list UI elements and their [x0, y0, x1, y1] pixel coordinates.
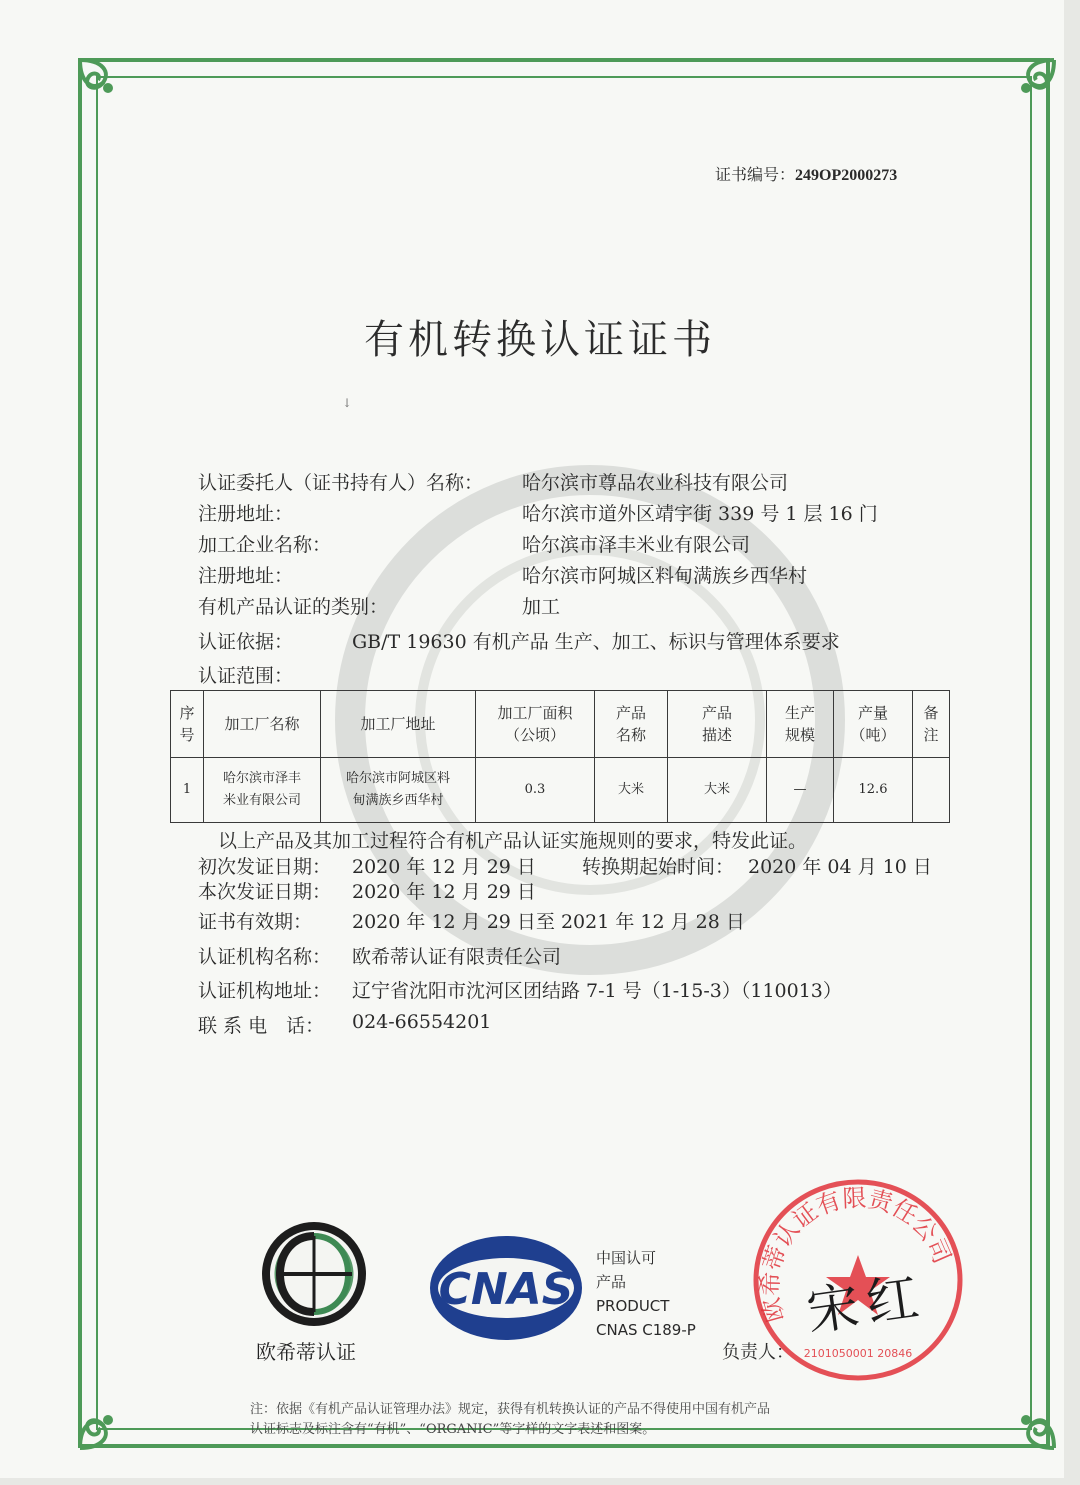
cell-no: 1: [171, 758, 204, 823]
header-factory-name: 加工厂名称: [204, 691, 321, 758]
cnas-logo-icon: [426, 1232, 586, 1344]
cnas-description: 中国认可 产品 PRODUCT CNAS C189-P: [596, 1249, 696, 1339]
corner-ornament-bottom-left: [72, 1386, 142, 1456]
header-output: 产量 （吨）: [834, 691, 913, 758]
cell-product: 大米: [595, 758, 668, 823]
cnas-mark-text: CNAS: [438, 1264, 574, 1315]
statement: 以上产品及其加工过程符合有机产品认证实施规则的要求，特发此证。: [218, 830, 808, 852]
header-factory-address: 加工厂地址: [321, 691, 476, 758]
certificate-number: 证书编号：249OP2000273: [715, 165, 898, 184]
header-area: 加工厂面积 （公顷）: [476, 691, 595, 758]
corner-ornament-bottom-right: [992, 1386, 1062, 1456]
footnote-line-2: 认证标志及标注含有“有机”、“ORGANIC”等字样的文字表述和图案。: [250, 1422, 656, 1437]
header-product-name: 产品 名称: [595, 691, 668, 758]
table-header-row: [171, 691, 950, 758]
header-no: 序 号: [171, 691, 204, 758]
ocia-logo-icon: [258, 1218, 370, 1330]
cell-description: 大米: [668, 758, 767, 823]
header-scale: 生产 规模: [767, 691, 834, 758]
header-remark: 备 注: [913, 691, 950, 758]
ocia-caption: 欧希蒂认证: [256, 1340, 356, 1364]
corner-ornament-top-left: [72, 52, 142, 122]
page-title: 有机转换认证证书: [364, 317, 716, 363]
cell-area: 0.3: [476, 758, 595, 823]
stray-mark: ↓: [342, 396, 353, 410]
responsible-label: 负责人：: [722, 1342, 794, 1363]
corner-ornament-top-right: [992, 52, 1062, 122]
scope-table: [170, 690, 950, 823]
cell-factory-address: 哈尔滨市阿城区料 甸满族乡西华村: [321, 758, 476, 823]
cell-output: 12.6: [834, 758, 913, 823]
seal-text: 欧希蒂认证有限责任公司: [755, 1183, 957, 1326]
table-row: [171, 758, 950, 823]
cell-remark: [913, 758, 950, 823]
header-product-description: 产品 描述: [668, 691, 767, 758]
cell-factory-name: 哈尔滨市泽丰 米业有限公司: [204, 758, 321, 823]
signature: 宋红: [803, 1266, 931, 1344]
cell-scale: —: [767, 758, 834, 823]
footnote-line-1: 注：依据《有机产品认证管理办法》规定，获得有机转换认证的产品不得使用中国有机产品: [250, 1402, 771, 1417]
seal-number: 2101050001 20846: [803, 1347, 913, 1360]
